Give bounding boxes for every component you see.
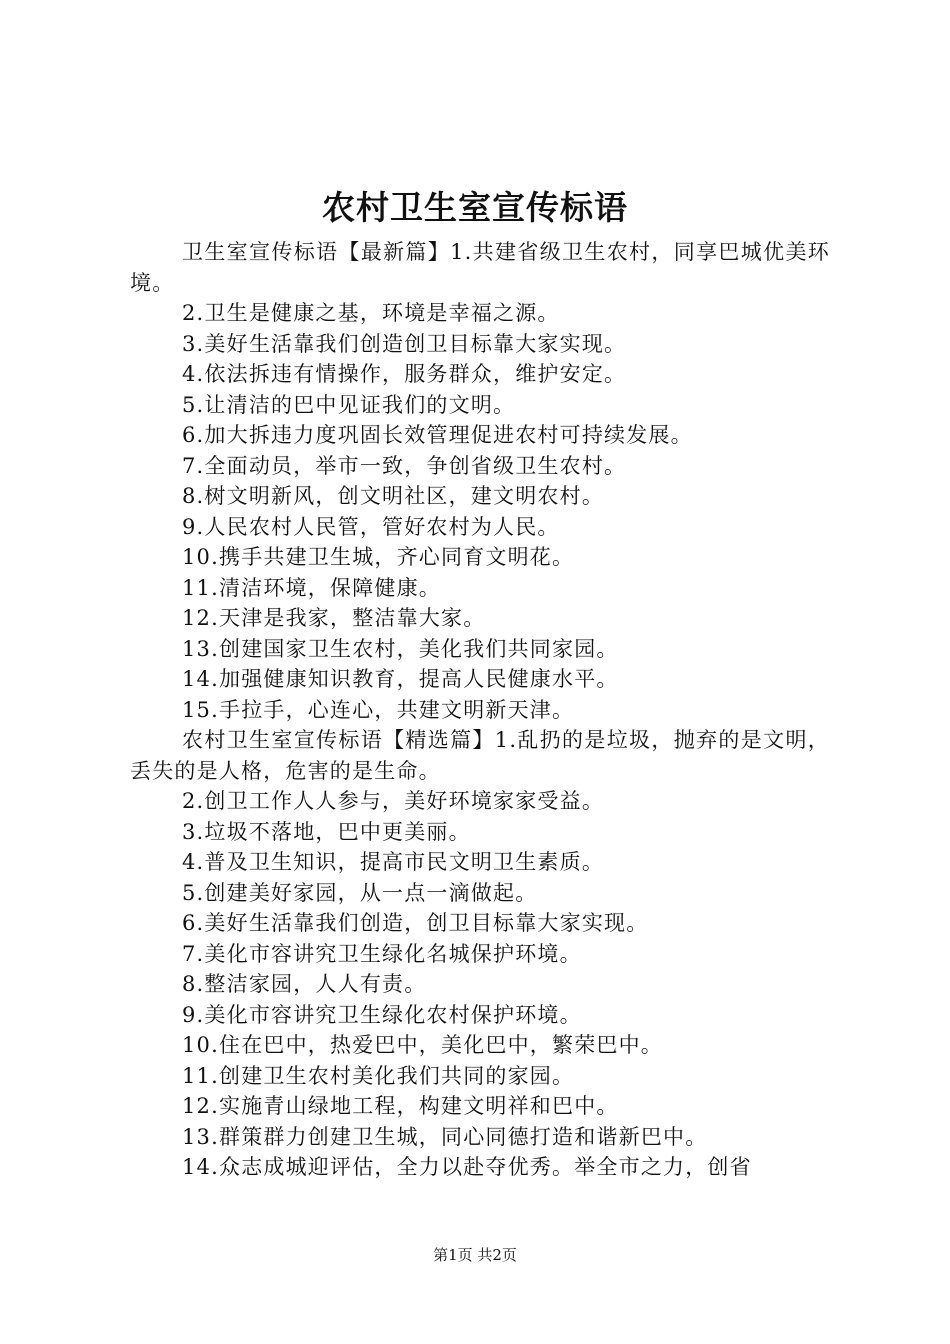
paragraph: 11.创建卫生农村美化我们共同的家园。 [182, 1063, 575, 1088]
paragraph: 4.依法拆违有情操作，服务群众，维护安定。 [182, 362, 627, 386]
paragraph: 13.群策群力创建卫生城，同心同德打造和谐新巴中。 [182, 1124, 708, 1149]
paragraph: 3.垃圾不落地，巴中更美丽。 [182, 819, 471, 844]
paragraph: 10.携手共建卫生城，齐心同育文明花。 [182, 545, 575, 569]
paragraph: 卫生室宣传标语【最新篇】1.共建省级卫生农村，同享巴城优美环境。 [130, 240, 830, 295]
paragraph: 2.创卫工作人人参与，美好环境家家受益。 [182, 789, 605, 813]
paragraph: 7.全面动员，举市一致，争创省级卫生农村。 [182, 453, 627, 478]
document-title: 农村卫生室宣传标语 [322, 188, 628, 227]
paragraph: 5.让清洁的巴中见证我们的文明。 [182, 392, 516, 417]
paragraph: 5.创建美好家园，从一点一滴做起。 [182, 880, 538, 905]
paragraph: 农村卫生室宣传标语【精选篇】1.乱扔的是垃圾，抛弃的是文明，丢失的是人格，危害的是生命。 [130, 728, 830, 783]
paragraph: 9.美化市容讲究卫生绿化农村保护环境。 [182, 1002, 582, 1027]
paragraph: 12.实施青山绿地工程，构建文明祥和巴中。 [182, 1094, 619, 1118]
document-body [130, 237, 830, 1183]
paragraph: 10.住在巴中，热爱巴中，美化巴中，繁荣巴中。 [182, 1033, 663, 1057]
paragraph: 7.美化市容讲究卫生绿化名城保护环境。 [182, 941, 582, 966]
paragraph: 15.手拉手，心连心，共建文明新天津。 [182, 697, 575, 722]
paragraph: 6.加大拆违力度巩固长效管理促进农村可持续发展。 [182, 423, 693, 447]
page-number-footer: 第1页 共2页 [433, 1246, 517, 1264]
paragraph: 4.普及卫生知识，提高市民文明卫生素质。 [182, 850, 605, 874]
paragraph: 13.创建国家卫生农村，美化我们共同家园。 [182, 636, 619, 661]
paragraph: 14.加强健康知识教育，提高人民健康水平。 [182, 667, 619, 691]
paragraph: 2.卫生是健康之基，环境是幸福之源。 [182, 301, 560, 325]
paragraph: 11.清洁环境，保障健康。 [182, 575, 441, 600]
paragraph: 12.天津是我家，整洁靠大家。 [182, 606, 486, 630]
paragraph: 9.人民农村人民管，管好农村为人民。 [182, 514, 560, 539]
paragraph: 14.众志成城迎评估，全力以赴夺优秀。举全市之力，创省 [182, 1155, 752, 1179]
paragraph: 8.树文明新风，创文明社区，建文明农村。 [182, 484, 605, 508]
paragraph: 6.美好生活靠我们创造，创卫目标靠大家实现。 [182, 911, 649, 935]
paragraph: 3.美好生活靠我们创造创卫目标靠大家实现。 [182, 331, 627, 356]
paragraph: 8.整洁家园，人人有责。 [182, 972, 427, 996]
